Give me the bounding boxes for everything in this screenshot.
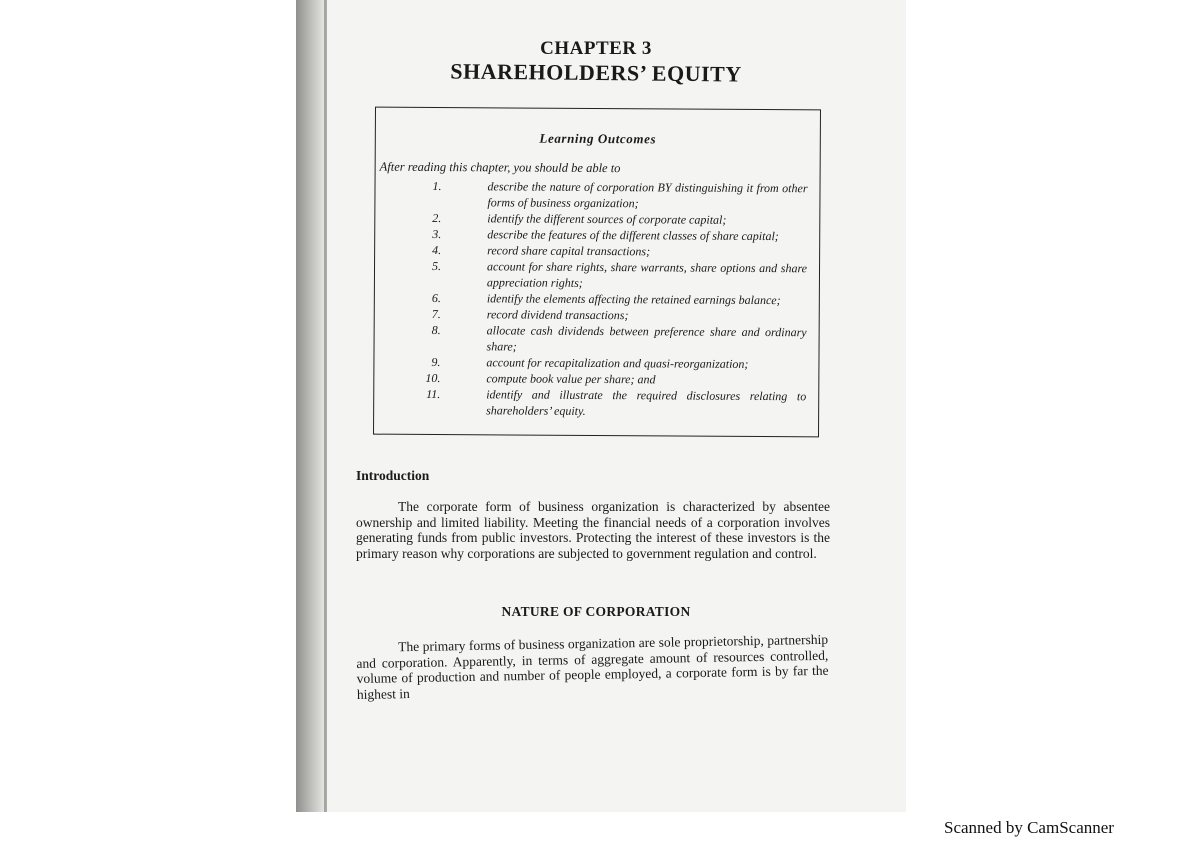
item-text: record share capital transactions; bbox=[487, 243, 651, 259]
item-number: 3. bbox=[432, 226, 442, 242]
item-number: 9. bbox=[431, 354, 441, 370]
learning-outcomes-heading: Learning Outcomes bbox=[539, 130, 657, 147]
item-number: 4. bbox=[432, 242, 442, 258]
learning-outcomes-list bbox=[374, 178, 815, 421]
chapter-label: CHAPTER 3 bbox=[540, 38, 652, 59]
item-text: describe the features of the different classes of share capital; bbox=[487, 227, 779, 244]
item-number: 7. bbox=[431, 306, 441, 322]
scanned-page bbox=[296, 0, 906, 812]
item-text: identify the elements affecting the retained earnings balance; bbox=[486, 291, 781, 308]
item-text: identify and illustrate the required disclosures relating to shareholders’ equity. bbox=[486, 387, 807, 418]
item-number: 8. bbox=[431, 322, 441, 338]
list-item bbox=[375, 178, 815, 213]
book-binding-shadow bbox=[296, 0, 326, 812]
item-text: describe the nature of corporation BY distinguishing it from other forms of business organization; bbox=[487, 179, 808, 211]
introduction-paragraph: The corporate form of business organization is characterized by absentee ownership and limited liability. Meeting the financial needs of a corporation involves generating funds from public investors. Protecting the interest of these investors is the primary reason why corporations are subjected to government regulation and control. bbox=[356, 499, 830, 561]
item-text: identify the different sources of corporate capital; bbox=[487, 211, 727, 227]
item-number: 1. bbox=[432, 178, 442, 194]
item-text: account for recapitalization and quasi-reorganization; bbox=[486, 355, 749, 371]
item-text: record dividend transactions; bbox=[486, 307, 629, 323]
item-text: compute book value per share; and bbox=[486, 371, 656, 387]
nature-of-corporation-heading: NATURE OF CORPORATION bbox=[501, 604, 691, 619]
learning-outcomes-intro: After reading this chapter, you should be able to bbox=[379, 159, 621, 176]
item-number: 5. bbox=[431, 258, 442, 274]
item-text: allocate cash dividends between preference share and ordinary share; bbox=[486, 323, 807, 354]
nature-paragraph: The primary forms of business organization are sole proprietorship, partnership and corporation. Apparently, in terms of aggregate amount of resources controlled, volume of production and number of people employed, a corporate form is by far the highest in bbox=[356, 631, 829, 702]
list-item bbox=[374, 322, 814, 357]
page-edge-line bbox=[324, 0, 327, 812]
learning-outcomes-box bbox=[373, 107, 821, 438]
list-item bbox=[375, 258, 815, 293]
item-number: 11. bbox=[426, 386, 441, 402]
item-number: 10. bbox=[425, 370, 441, 386]
item-number: 6. bbox=[431, 290, 441, 306]
introduction-heading: Introduction bbox=[356, 468, 430, 483]
item-number: 2. bbox=[432, 210, 442, 226]
item-text: account for share rights, share warrants, share options and share appreciation rights; bbox=[486, 259, 808, 290]
chapter-title: SHAREHOLDERS’ EQUITY bbox=[450, 58, 742, 87]
list-item bbox=[374, 386, 814, 421]
scanner-watermark: Scanned by CamScanner bbox=[944, 818, 1114, 837]
